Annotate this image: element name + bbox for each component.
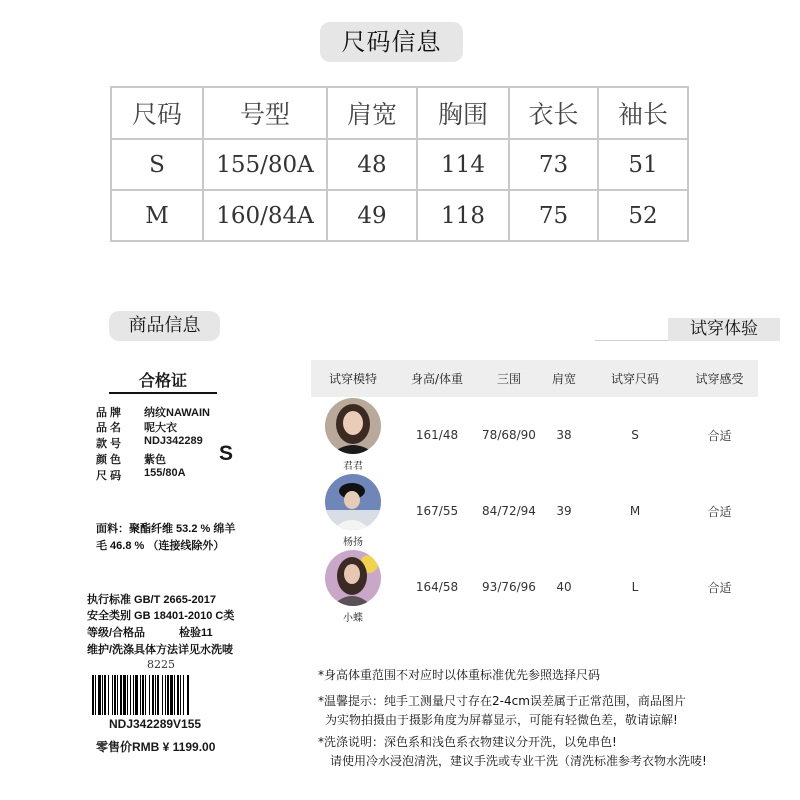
- model-name: 杨扬: [343, 537, 363, 548]
- cell-size: S: [111, 139, 203, 190]
- cell-length: 75: [509, 190, 598, 241]
- model-name: 君君: [343, 461, 363, 472]
- cell-shoulder: 48: [327, 139, 417, 190]
- cell-shoulder: 40: [556, 580, 572, 594]
- cell-size: M: [111, 190, 203, 241]
- cell-height-weight: 164/58: [415, 580, 459, 594]
- inspection-text: 检验11: [179, 627, 213, 639]
- material-line-1: 面料：聚酯纤维 53.2 % 绵羊: [96, 523, 236, 535]
- cell-shoulder: 38: [556, 428, 572, 442]
- label-key-color: 颜 色: [96, 454, 122, 466]
- tryon-title: 试穿体验: [668, 318, 780, 341]
- tryon-row: [311, 549, 758, 625]
- header-shoulder: 肩宽: [539, 360, 589, 397]
- model-avatar: [325, 550, 381, 606]
- cell-spec: 160/84A: [203, 190, 327, 241]
- certificate-title: 合格证: [109, 372, 217, 394]
- cell-shoulder: 39: [556, 504, 572, 518]
- label-key-name: 品 名: [96, 422, 122, 434]
- model-avatar: [325, 474, 381, 530]
- header-tryon-size: 试穿尺码: [589, 360, 681, 397]
- cell-tryon-size: L: [631, 580, 639, 594]
- cell-measurements: 93/76/96: [482, 580, 536, 594]
- label-value-size: 155/80A: [144, 467, 186, 479]
- barcode-top-number: 8225: [147, 658, 175, 671]
- cell-height-weight: 167/55: [415, 504, 459, 518]
- product-info-title: 商品信息: [109, 311, 220, 341]
- barcode: [92, 675, 244, 715]
- note-wash-line-2: 请使用冷水浸泡清洗，建议手洗或专业干洗（清洗标准参考衣物水洗唛!: [330, 754, 707, 768]
- note-wash-line-1: *洗涤说明：深色系和浅色系衣物建议分开洗，以免串色!: [318, 735, 617, 749]
- header-feel: 试穿感受: [681, 360, 758, 397]
- model-avatar: [325, 398, 381, 454]
- label-value-color: 紫色: [144, 454, 166, 466]
- model-cell: [311, 549, 395, 625]
- model-name: 小蝶: [343, 613, 363, 624]
- cell-sleeve: 51: [598, 139, 688, 190]
- cell-shoulder: 49: [327, 190, 417, 241]
- header-shoulder: 肩宽: [327, 87, 417, 139]
- cell-feel: 合适: [707, 580, 732, 595]
- tryon-row: [311, 397, 758, 473]
- cell-measurements: 84/72/94: [482, 504, 536, 518]
- model-cell: [311, 473, 395, 549]
- standard-text: 执行标准 GB/T 2665-2017: [87, 594, 216, 606]
- cell-measurements: 78/68/90: [482, 428, 536, 442]
- barcode-number: NDJ342289V155: [109, 717, 202, 731]
- cell-tryon-size: M: [629, 504, 641, 518]
- label-value-style: NDJ342289: [144, 435, 203, 447]
- cell-chest: 118: [417, 190, 509, 241]
- label-key-style: 款 号: [96, 438, 122, 450]
- label-key-size: 尺 码: [96, 470, 122, 482]
- header-chest: 胸围: [417, 87, 509, 139]
- header-size: 尺码: [111, 87, 203, 139]
- size-mark: S: [219, 442, 234, 465]
- label-value-name: 呢大衣: [144, 422, 177, 434]
- tryon-row: [311, 473, 758, 549]
- size-table-row: [111, 139, 688, 190]
- header-measurements: 三围: [479, 360, 539, 397]
- note-size-priority: *身高体重范围不对应时以体重标准优先参照选择尺码: [318, 668, 601, 682]
- tryon-divider: [595, 340, 670, 341]
- label-value-brand: 纳纹NAWAIN: [144, 407, 210, 419]
- cell-tryon-size: S: [631, 428, 639, 442]
- note-tip-line-1: *温馨提示：纯手工测量尺寸存在2-4cm误差属于正常范围，商品图片: [318, 694, 686, 708]
- size-table-header-row: [111, 87, 688, 139]
- cell-feel: 合适: [707, 504, 732, 519]
- cell-spec: 155/80A: [203, 139, 327, 190]
- cell-sleeve: 52: [598, 190, 688, 241]
- tryon-header-row: [311, 360, 758, 397]
- header-sleeve: 袖长: [598, 87, 688, 139]
- size-table-row: [111, 190, 688, 241]
- care-text: 维护/洗涤具体方法详见水洗唛: [87, 644, 234, 656]
- header-length: 衣长: [509, 87, 598, 139]
- model-cell: [311, 397, 395, 473]
- safety-text: 安全类别 GB 18401-2010 C类: [87, 610, 235, 622]
- tryon-table: [311, 360, 758, 625]
- header-model: 试穿模特: [311, 360, 395, 397]
- size-info-title: 尺码信息: [320, 22, 463, 62]
- retail-price: 零售价RMB ¥ 1199.00: [96, 740, 216, 754]
- label-key-brand: 品 牌: [96, 407, 122, 419]
- size-table: [110, 86, 689, 242]
- cell-chest: 114: [417, 139, 509, 190]
- header-height-weight: 身高/体重: [395, 360, 479, 397]
- cell-feel: 合适: [707, 428, 732, 443]
- material-line-2: 毛 46.8 % （连接线除外）: [96, 540, 225, 552]
- note-tip-line-2: 为实物拍摄由于摄影角度为屏幕显示，可能有轻微色差，敬请谅解!: [325, 713, 678, 727]
- header-spec: 号型: [203, 87, 327, 139]
- cell-height-weight: 161/48: [415, 428, 459, 442]
- cell-length: 73: [509, 139, 598, 190]
- grade-text: 等级/合格品: [87, 627, 146, 639]
